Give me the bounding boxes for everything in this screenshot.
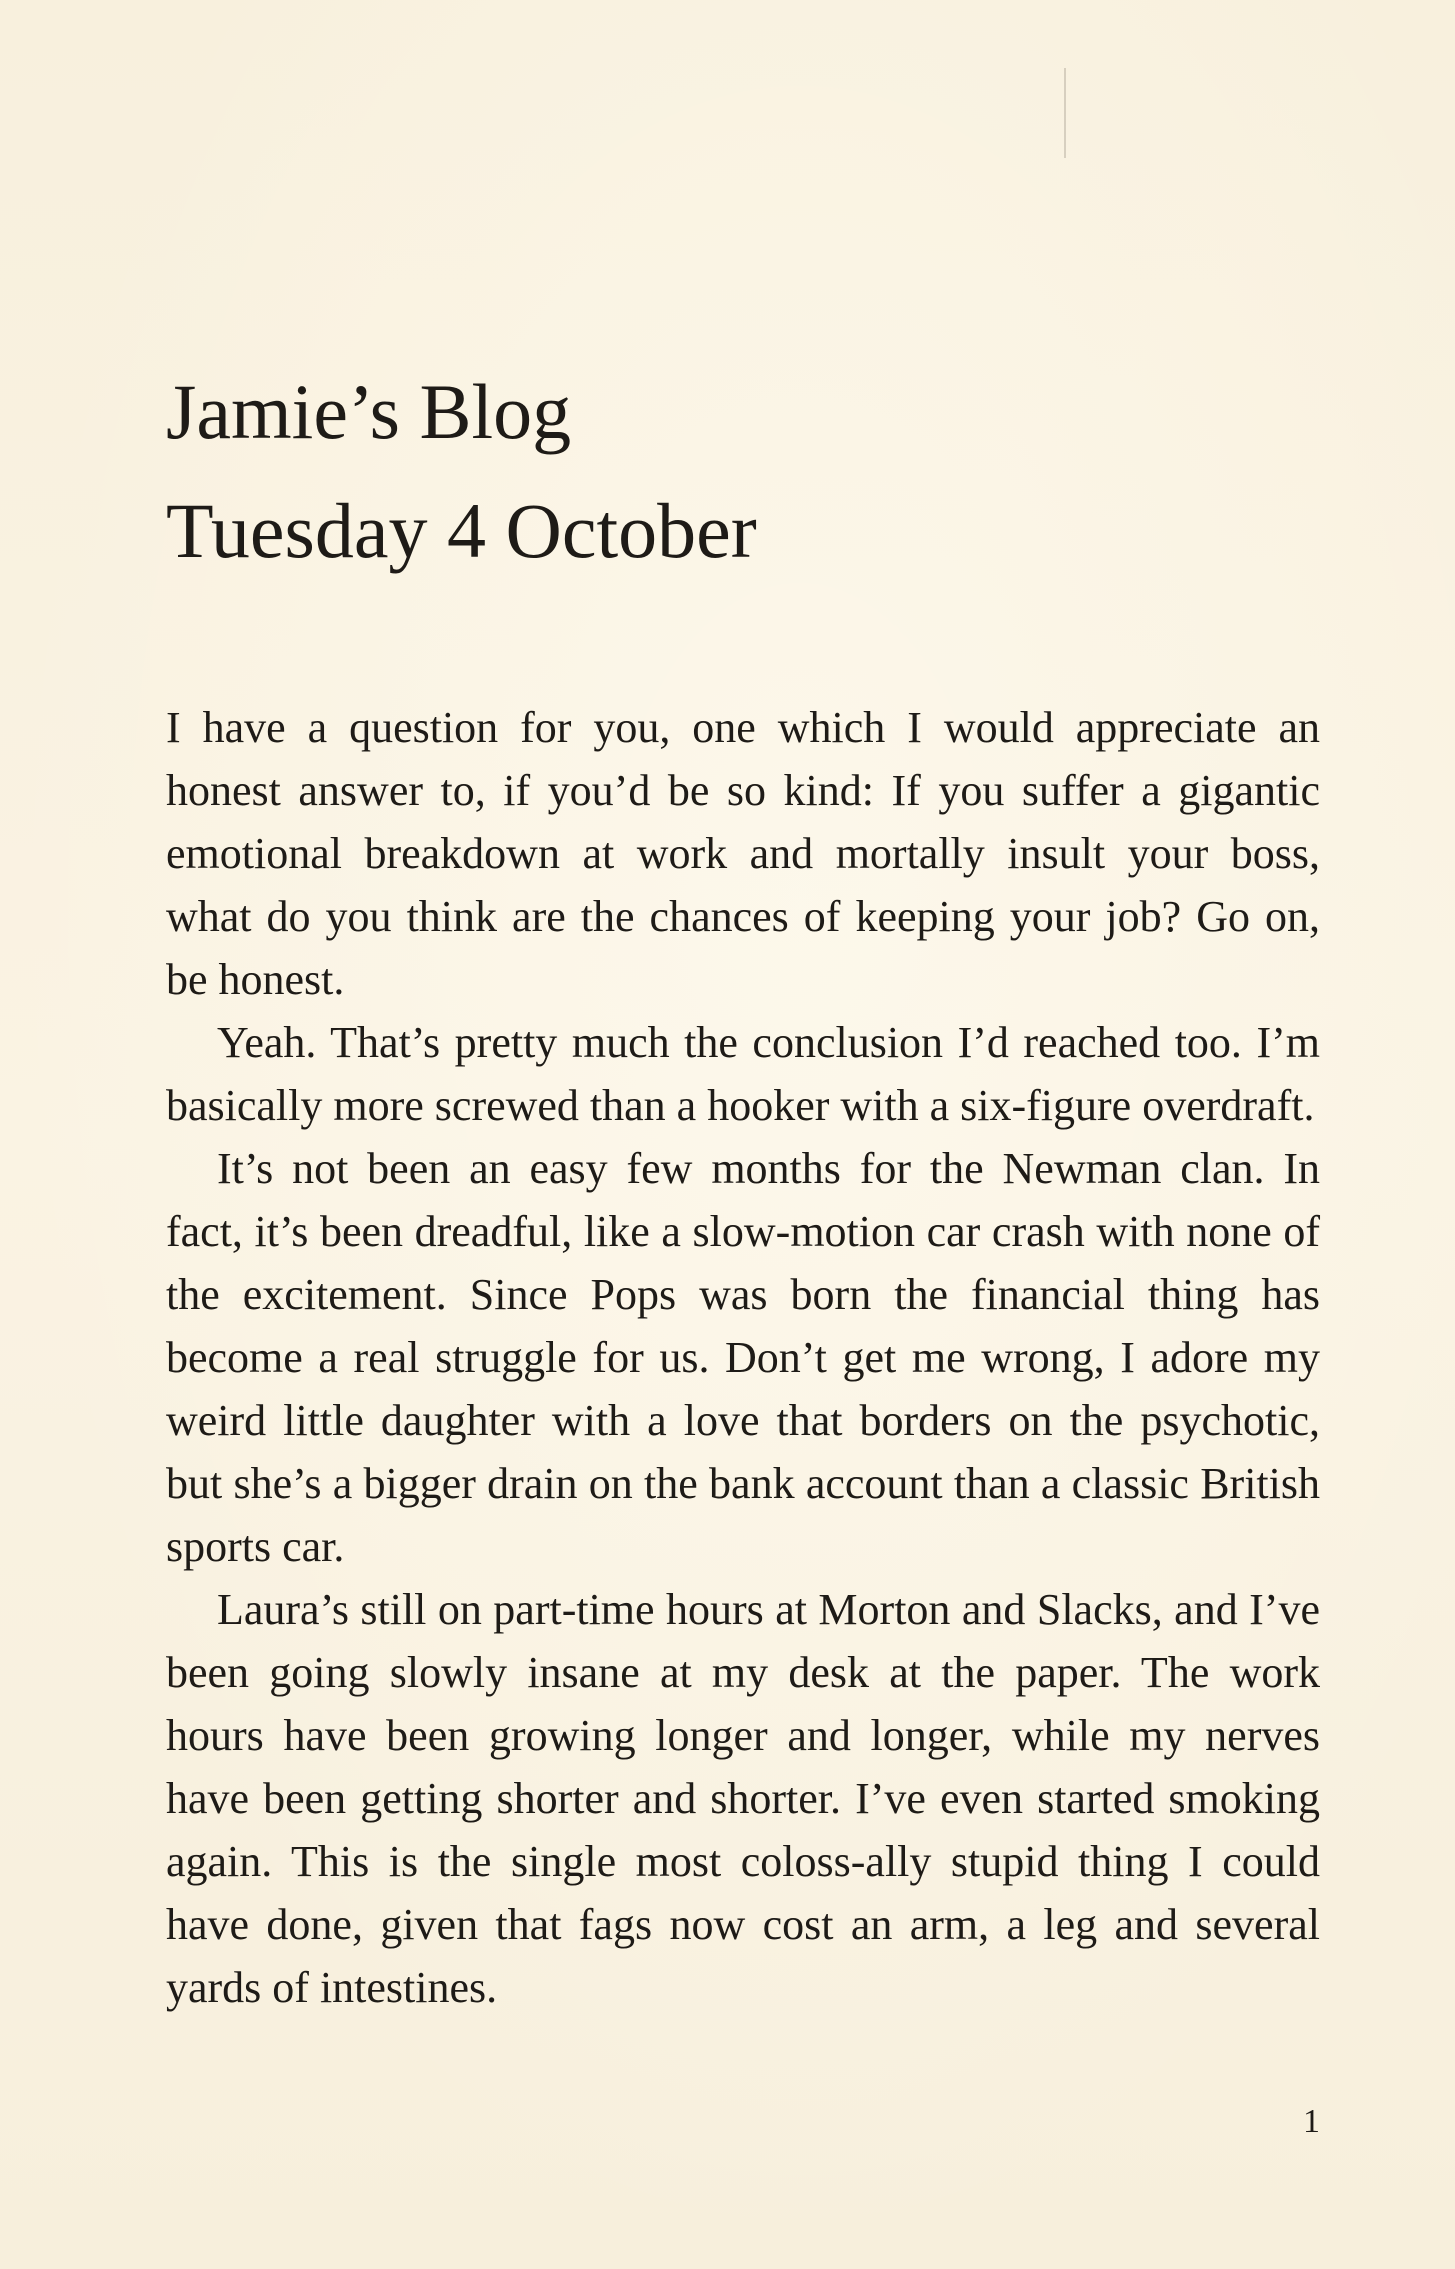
- page-number: 1: [1303, 2103, 1320, 2140]
- paragraph-4: Laura’s still on part-time hours at Morton and Slacks, and I’ve been going slowly insane at my desk at the paper. The work hours have been growing longer and longer, while my nerves have been getting shorter and shorter. I’ve even started smoking again. This is the single most coloss-ally stupid thing I could have done, given that fags now cost an arm, a leg and several yards of intestines.: [166, 1585, 1320, 2012]
- paragraph-3: It’s not been an easy few months for the Newman clan. In fact, it’s been dreadful, like a slow-motion car crash with none of the excitement. Since Pops was born the financial thing has become a real struggle for us. Don’t get me wrong, I adore my weird little daughter with a love that borders on the psychotic, but she’s a bigger drain on the bank account than a classic British sports car.: [166, 1144, 1320, 1571]
- paragraph-1: I have a question for you, one which I would appreciate an honest answer to, if you’d be so kind: If you suffer a gigantic emotional breakdown at work and mortally insult your boss, what do you think are the chances of keeping your job? Go on, be honest.: [166, 703, 1320, 1004]
- blog-title: Jamie’s Blog: [166, 368, 572, 455]
- bleed-through-mark: [1064, 68, 1066, 158]
- paragraph-2: Yeah. That’s pretty much the conclusion I’d reached too. I’m basically more screwed than a hooker with a six-figure overdraft.: [166, 1018, 1320, 1130]
- body-text: [166, 696, 1320, 2019]
- entry-date: Tuesday 4 October: [166, 487, 757, 574]
